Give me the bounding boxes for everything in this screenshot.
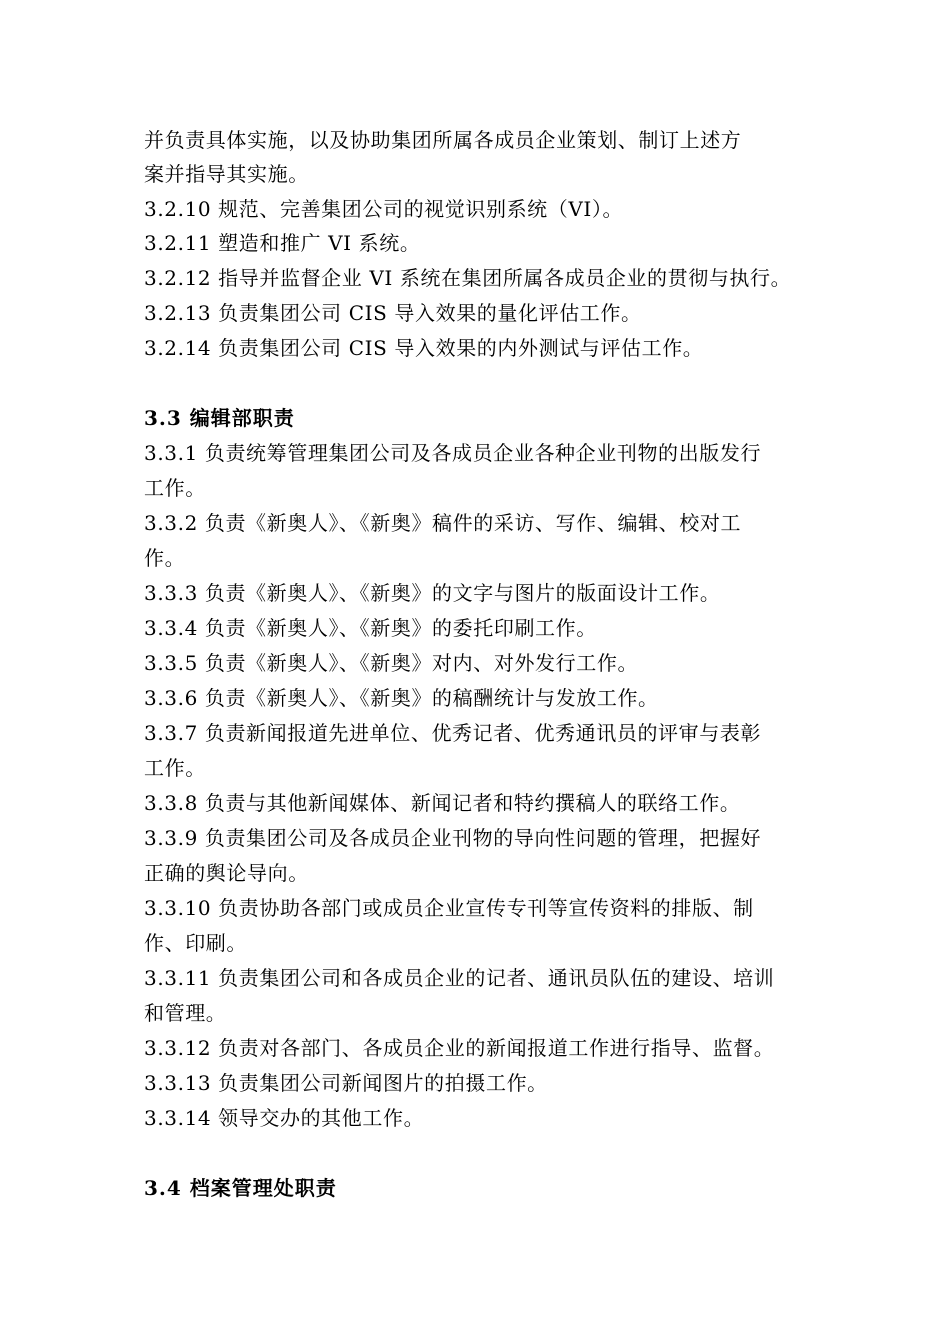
text-line: 3.3.8 负责与其他新闻媒体、新闻记者和特约撰稿人的联络工作。	[144, 791, 741, 815]
text-line: 3.3.7 负责新闻报道先进单位、优秀记者、优秀通讯员的评审与表彰	[144, 721, 762, 745]
text-line: 3.3.1 负责统筹管理集团公司及各成员企业各种企业刊物的出版发行	[144, 441, 762, 465]
text-line: 3.3.9 负责集团公司及各成员企业刊物的导向性问题的管理，把握好	[144, 826, 762, 850]
text-line: 3.2.13 负责集团公司 CIS 导入效果的量化评估工作。	[144, 301, 642, 325]
text-line: 并负责具体实施，以及协助集团所属各成员企业策划、制订上述方	[144, 128, 742, 152]
text-line: 3.3.6 负责《新奥人》、《新奥》的稿酬统计与发放工作。	[144, 686, 659, 710]
text-line: 3.3.10 负责协助各部门或成员企业宣传专刊等宣传资料的排版、制	[144, 896, 754, 920]
text-line: 3.3.4 负责《新奥人》、《新奥》的委托印刷工作。	[144, 616, 597, 640]
text-line: 正确的舆论导向。	[144, 861, 309, 885]
text-line: 和管理。	[144, 1001, 227, 1025]
text-line: 3.2.12 指导并监督企业 VI 系统在集团所属各成员企业的贯彻与执行。	[144, 266, 792, 290]
text-line: 3.2.11 塑造和推广 VI 系统。	[144, 231, 421, 255]
text-line: 作。	[144, 546, 186, 570]
text-line: 作、印刷。	[144, 931, 247, 955]
text-line: 3.2.10 规范、完善集团公司的视觉识别系统（VI）。	[144, 197, 624, 221]
section-heading: 3.4 档案管理处职责	[144, 1176, 337, 1200]
text-line: 3.3.2 负责《新奥人》、《新奥》稿件的采访、写作、编辑、校对工	[144, 511, 742, 535]
text-line: 3.3.5 负责《新奥人》、《新奥》对内、对外发行工作。	[144, 651, 639, 675]
text-line: 3.3.14 领导交办的其他工作。	[144, 1106, 425, 1130]
text-line: 案并指导其实施。	[144, 162, 309, 186]
text-line: 工作。	[144, 476, 206, 500]
text-line: 3.3.12 负责对各部门、各成员企业的新闻报道工作进行指导、监督。	[144, 1036, 775, 1060]
text-line: 3.3.13 负责集团公司新闻图片的拍摄工作。	[144, 1071, 548, 1095]
text-line: 3.2.14 负责集团公司 CIS 导入效果的内外测试与评估工作。	[144, 336, 704, 360]
text-line: 3.3.11 负责集团公司和各成员企业的记者、通讯员队伍的建设、培训	[144, 966, 775, 990]
text-line: 工作。	[144, 756, 206, 780]
text-line: 3.3.3 负责《新奥人》、《新奥》的文字与图片的版面设计工作。	[144, 581, 721, 605]
section-heading: 3.3 编辑部职责	[144, 406, 295, 430]
